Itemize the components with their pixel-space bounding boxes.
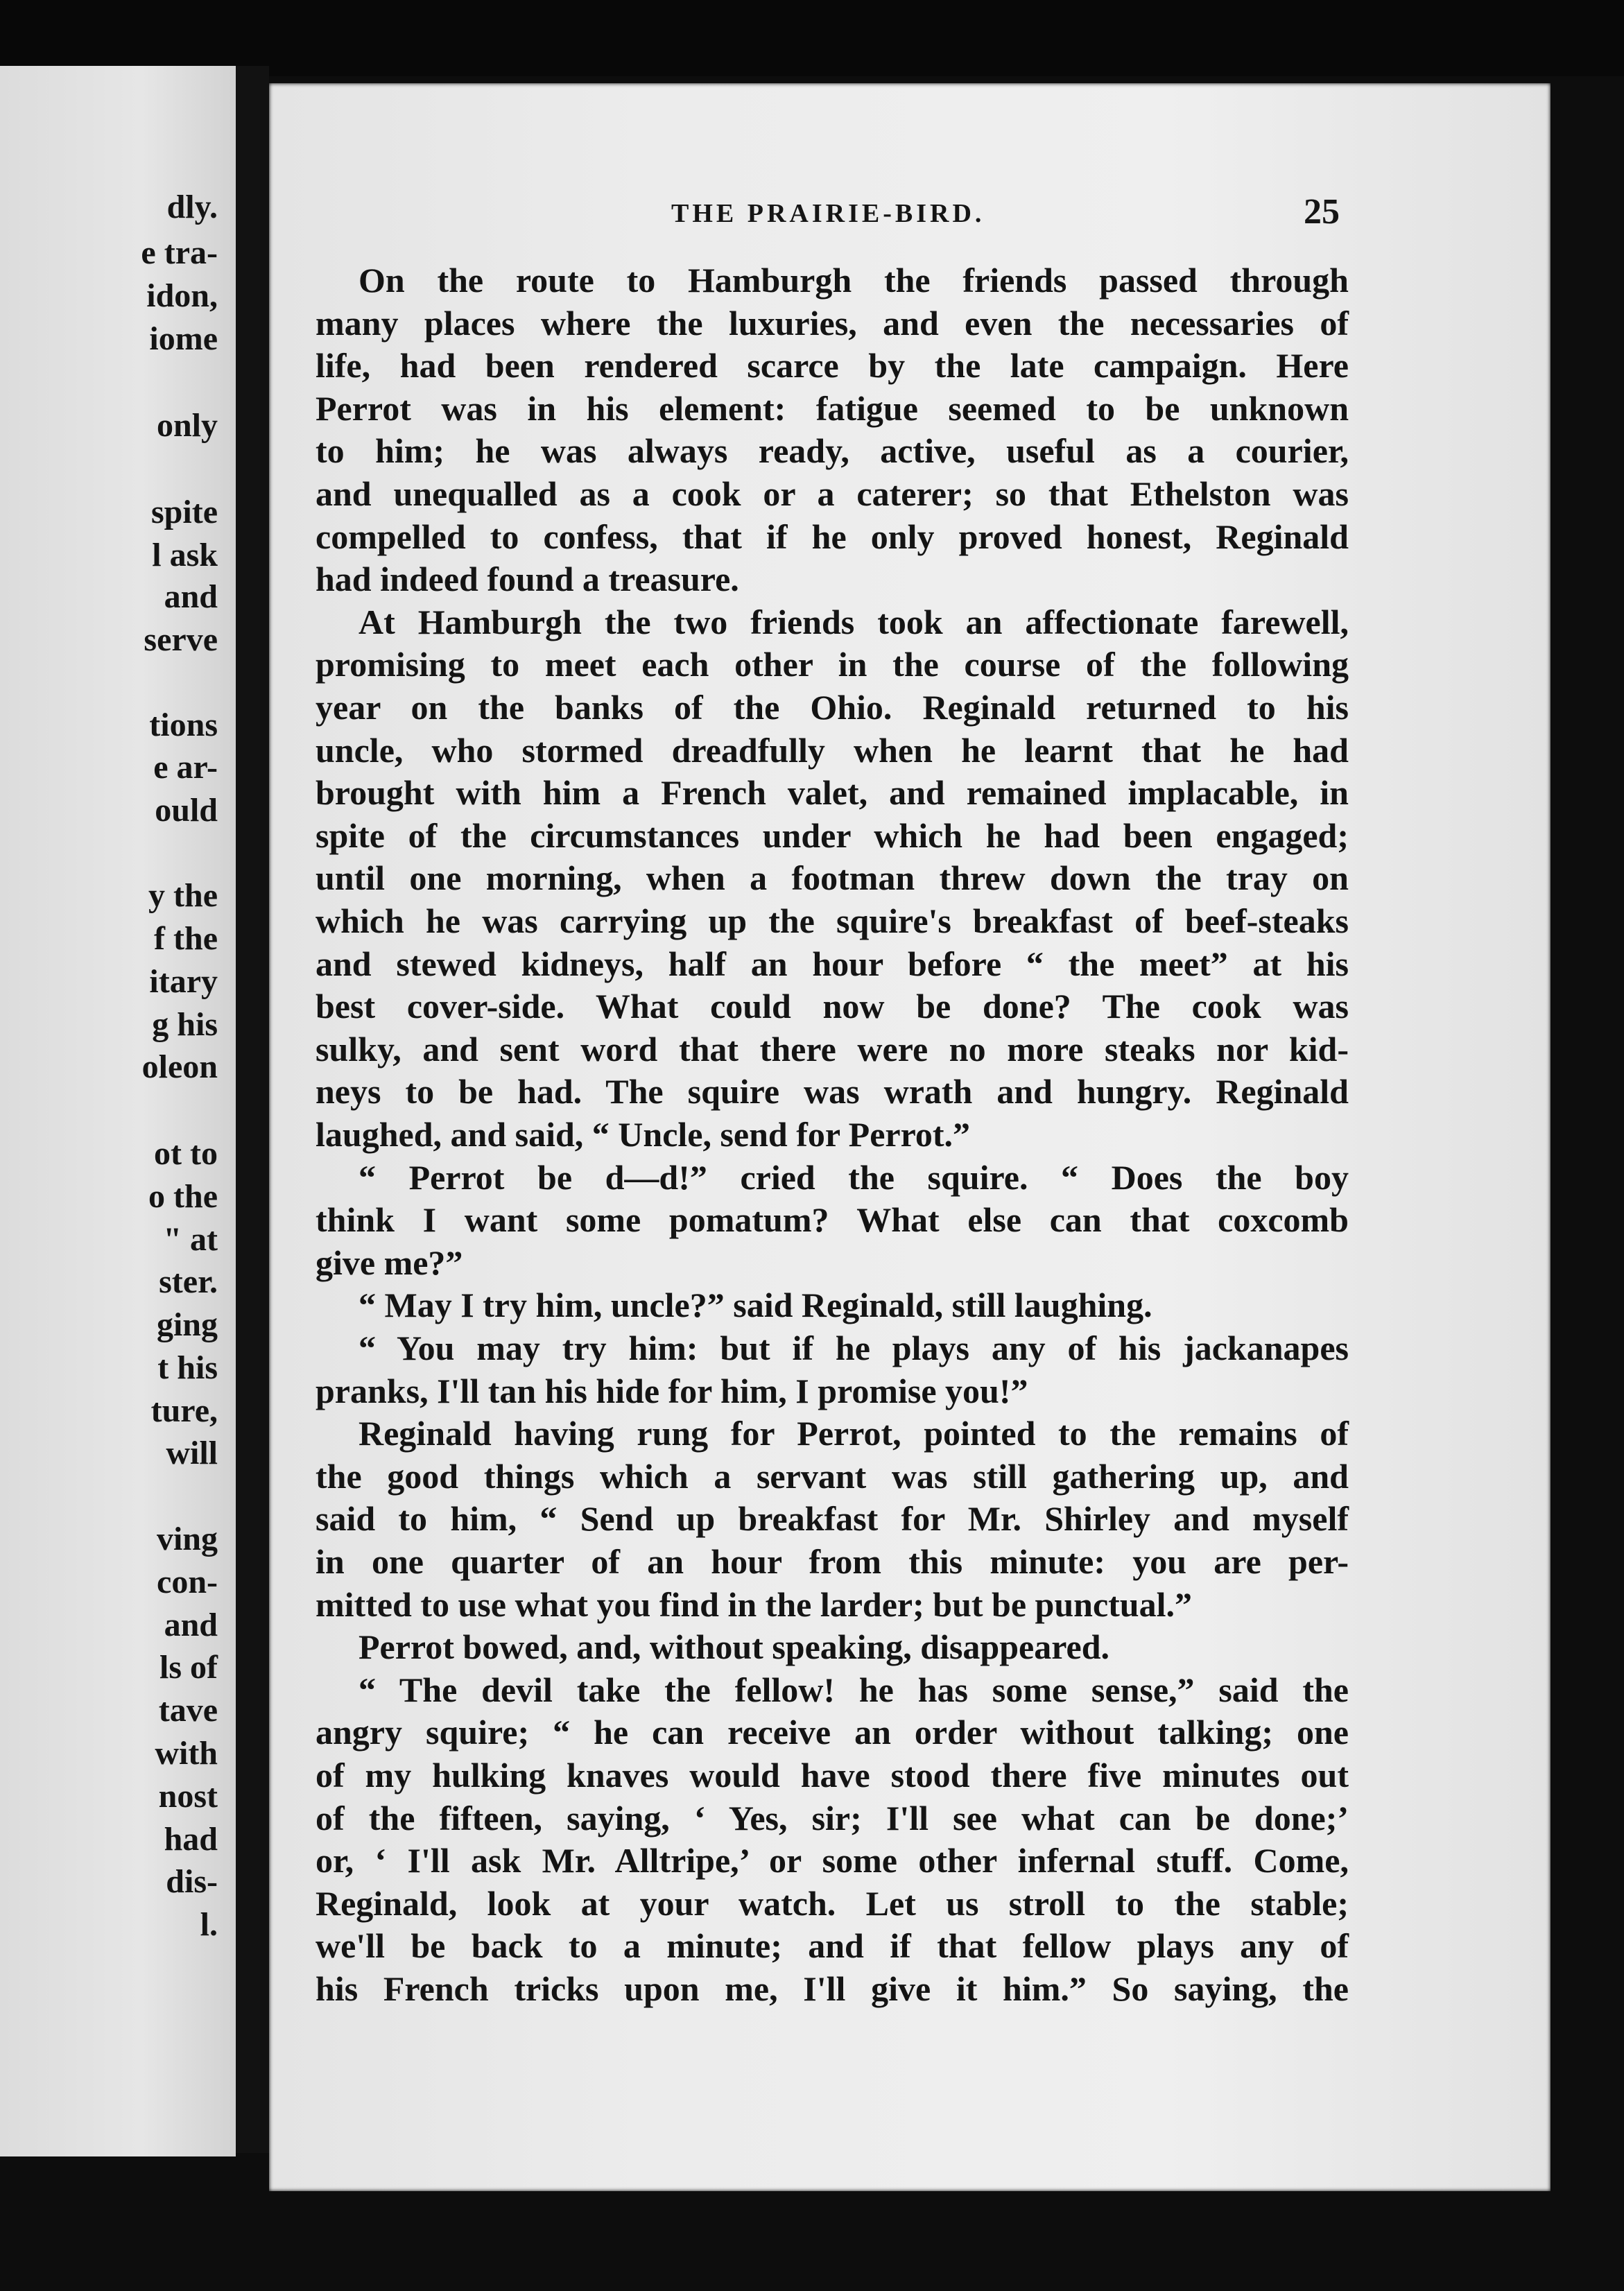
page-number: 25: [1304, 192, 1340, 232]
text-line: of the fifteen, saying, ‘ Yes, sir; I'll see what can be done;’: [316, 1799, 1349, 1838]
text-line: brought with him a French valet, and remained implacable, in: [316, 773, 1349, 812]
left-page-line-fragment: and: [164, 578, 218, 615]
left-page-line-fragment: l.: [200, 1906, 218, 1943]
left-page-line-fragment: t his: [157, 1349, 218, 1386]
left-page-line-fragment: con-: [157, 1564, 218, 1600]
text-line: his French tricks upon me, I'll give it him.” So saying, the: [316, 1969, 1349, 2008]
text-line: angry squire; “ he can receive an order without talking; one: [316, 1713, 1349, 1752]
text-line: and stewed kidneys, half an hour before “ the meet” at his: [316, 944, 1349, 983]
left-page-line-fragment: and: [164, 1607, 218, 1643]
text-line: think I want some pomatum? What else can that coxcomb: [316, 1200, 1349, 1239]
text-line: the good things which a servant was still gathering up, and: [316, 1457, 1349, 1496]
text-line: year on the banks of the Ohio. Reginald returned to his: [316, 688, 1349, 727]
left-page-line-fragment: ture,: [150, 1392, 218, 1429]
running-head: THE PRAIRIE-BIRD.: [671, 199, 985, 228]
left-page-line-fragment: ging: [156, 1306, 218, 1343]
left-page-line-fragment: had: [164, 1821, 218, 1858]
left-page-line-fragment: ster.: [159, 1263, 218, 1300]
text-line: pranks, I'll tan his hide for him, I promise you!”: [316, 1372, 1028, 1410]
left-page-line-fragment: l ask: [152, 537, 218, 573]
text-line: Perrot bowed, and, without speaking, disappeared.: [359, 1627, 1110, 1666]
left-page-line-fragment: e tra-: [141, 234, 218, 271]
text-line: which he was carrying up the squire's breakfast of beef-steaks: [316, 901, 1349, 940]
left-page-line-fragment: nost: [158, 1778, 218, 1815]
text-line: had indeed found a treasure.: [316, 560, 739, 598]
scan-background: [0, 0, 1624, 76]
left-page-line-fragment: f the: [154, 920, 218, 957]
text-line: mitted to use what you find in the larder; but be punctual.”: [316, 1585, 1192, 1624]
left-page-line-fragment: e ar-: [153, 749, 218, 786]
left-page-line-fragment: idon,: [146, 277, 218, 314]
left-page-line-fragment: g his: [152, 1006, 218, 1043]
text-line: said to him, “ Send up breakfast for Mr. Shirley and myself: [316, 1499, 1349, 1538]
text-line: give me?”: [316, 1243, 463, 1282]
text-line: of my hulking knaves would have stood there five minutes out: [316, 1756, 1349, 1795]
left-page-line-fragment: only: [156, 407, 218, 444]
left-page-line-fragment: itary: [149, 963, 218, 1000]
text-line: sulky, and sent word that there were no more steaks nor kid-: [316, 1030, 1349, 1069]
left-page-line-fragment: ls of: [159, 1649, 218, 1686]
text-line: or, ‘ I'll ask Mr. Alltripe,’ or some other infernal stuff. Come,: [316, 1841, 1349, 1880]
book-gutter: [236, 66, 269, 2153]
left-page-line-fragment: spite: [151, 494, 218, 530]
left-page-line-fragment: will: [166, 1435, 218, 1471]
text-line: “ Perrot be d—d!” cried the squire. “ Does the boy: [359, 1158, 1349, 1197]
text-line: Perrot was in his element: fatigue seemed to be unknown: [316, 389, 1349, 428]
left-page-line-fragment: oleon: [141, 1048, 218, 1085]
left-page-line-fragment: tions: [149, 707, 218, 743]
left-page-line-fragment: iome: [149, 320, 218, 357]
text-line: At Hamburgh the two friends took an affectionate farewell,: [359, 603, 1349, 641]
text-line: “ May I try him, uncle?” said Reginald, still laughing.: [359, 1286, 1152, 1324]
text-line: “ The devil take the fellow! he has some sense,” said the: [359, 1670, 1349, 1709]
text-line: “ You may try him: but if he plays any of his jackanapes: [359, 1329, 1349, 1367]
text-line: neys to be had. The squire was wrath and hungry. Reginald: [316, 1072, 1349, 1111]
left-page-line-fragment: ving: [156, 1521, 218, 1557]
left-page-line-fragment: dly.: [166, 189, 218, 225]
left-page-line-fragment: tave: [158, 1692, 218, 1729]
text-line: until one morning, when a footman threw down the tray on: [316, 858, 1349, 897]
text-line: uncle, who stormed dreadfully when he learnt that he had: [316, 731, 1349, 770]
text-line: laughed, and said, “ Uncle, send for Perrot.”: [316, 1115, 971, 1154]
text-line: Reginald, look at your watch. Let us stroll to the stable;: [316, 1884, 1349, 1923]
text-line: compelled to confess, that if he only proved honest, Reginald: [316, 517, 1349, 556]
text-line: life, had been rendered scarce by the late campaign. Here: [316, 346, 1349, 385]
left-page-fragment: [0, 66, 236, 2156]
left-page-line-fragment: o the: [148, 1178, 218, 1215]
text-line: best cover-side. What could now be done? The cook was: [316, 987, 1349, 1026]
text-line: and unequalled as a cook or a caterer; so that Ethelston was: [316, 474, 1349, 513]
left-page-line-fragment: ot to: [154, 1135, 218, 1172]
left-page-line-fragment: ould: [155, 792, 218, 829]
text-line: we'll be back to a minute; and if that fellow plays any of: [316, 1926, 1349, 1965]
text-line: Reginald having rung for Perrot, pointed to the remains of: [359, 1414, 1349, 1453]
left-page-line-fragment: serve: [144, 621, 218, 658]
text-line: spite of the circumstances under which he had been engaged;: [316, 816, 1349, 855]
left-page-line-fragment: dis-: [166, 1863, 218, 1900]
text-line: many places where the luxuries, and even the necessaries of: [316, 304, 1349, 343]
left-page-line-fragment: y the: [148, 877, 218, 914]
left-page-line-fragment: with: [155, 1735, 218, 1772]
text-line: in one quarter of an hour from this minute: you are per-: [316, 1542, 1349, 1581]
text-line: On the route to Hamburgh the friends passed through: [359, 261, 1349, 300]
text-line: to him; he was always ready, active, useful as a courier,: [316, 431, 1349, 470]
text-line: promising to meet each other in the course of the following: [316, 645, 1349, 684]
left-page-line-fragment: " at: [163, 1221, 218, 1258]
